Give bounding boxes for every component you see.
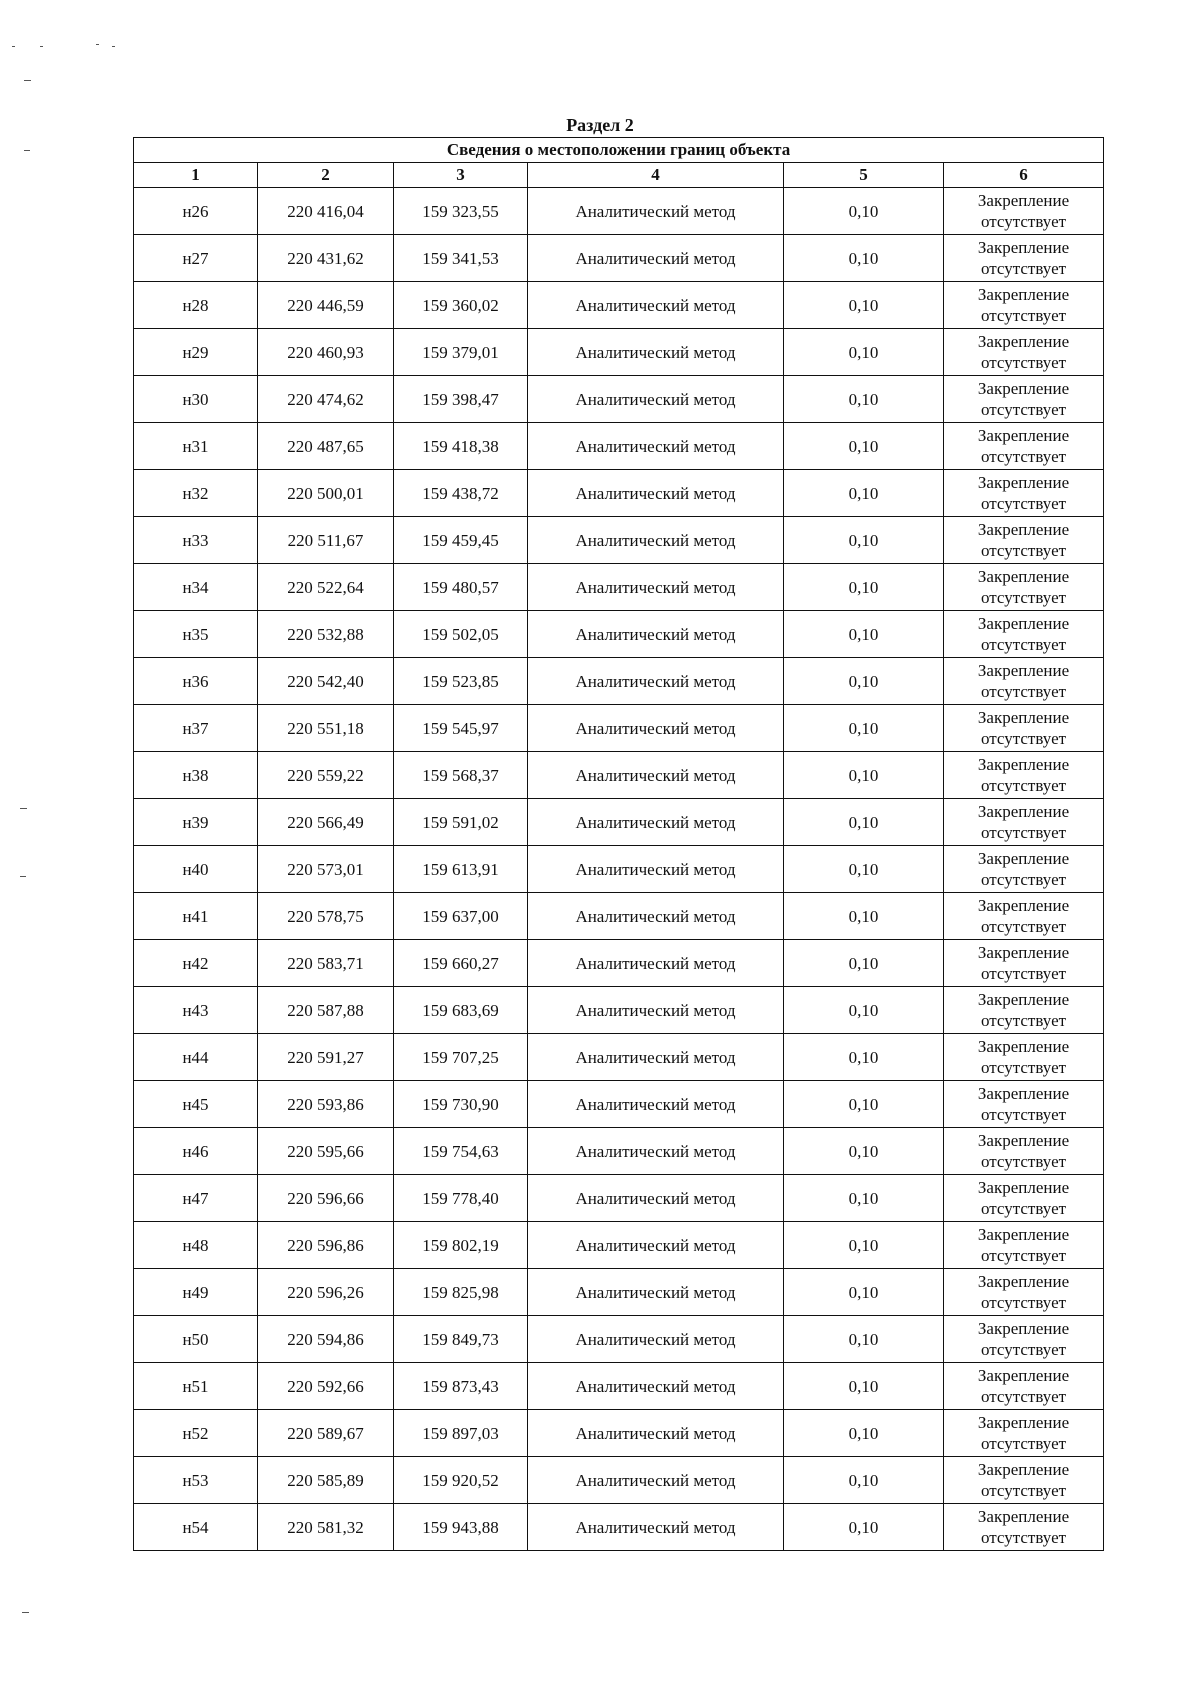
fixation-line: отсутствует (981, 870, 1067, 889)
table-row (134, 329, 1104, 376)
y-coordinate-cell: 159 523,85 (394, 658, 528, 705)
fixation-line: Закрепление (977, 1178, 1070, 1197)
fixation-cell (944, 423, 1104, 470)
accuracy-cell: 0,10 (784, 282, 944, 329)
method-cell: Аналитический метод (528, 282, 784, 329)
table-caption: Сведения о местоположении границ объекта (134, 138, 1104, 163)
method-cell: Аналитический метод (528, 1175, 784, 1222)
scan-mark (20, 876, 26, 877)
method-cell: Аналитический метод (528, 1034, 784, 1081)
fixation-line: Закрепление (977, 1413, 1070, 1432)
accuracy-cell: 0,10 (784, 799, 944, 846)
column-header: 5 (784, 163, 944, 188)
method-cell: Аналитический метод (528, 752, 784, 799)
point-id-cell: н26 (134, 188, 258, 235)
accuracy-cell: 0,10 (784, 376, 944, 423)
coordinates-table (133, 137, 1104, 1551)
x-coordinate-cell: 220 500,01 (258, 470, 394, 517)
x-coordinate-cell: 220 595,66 (258, 1128, 394, 1175)
y-coordinate-cell: 159 323,55 (394, 188, 528, 235)
y-coordinate-cell: 159 480,57 (394, 564, 528, 611)
scan-mark (20, 808, 27, 809)
y-coordinate-cell: 159 418,38 (394, 423, 528, 470)
y-coordinate-cell: 159 360,02 (394, 282, 528, 329)
accuracy-cell: 0,10 (784, 940, 944, 987)
fixation-line: отсутствует (981, 1105, 1067, 1124)
method-cell: Аналитический метод (528, 658, 784, 705)
point-id-cell: н29 (134, 329, 258, 376)
method-cell: Аналитический метод (528, 1128, 784, 1175)
accuracy-cell: 0,10 (784, 1034, 944, 1081)
fixation-line: отсутствует (981, 964, 1067, 983)
fixation-cell (944, 517, 1104, 564)
x-coordinate-cell: 220 596,66 (258, 1175, 394, 1222)
table-row (134, 564, 1104, 611)
x-coordinate-cell: 220 591,27 (258, 1034, 394, 1081)
table-row (134, 517, 1104, 564)
method-cell: Аналитический метод (528, 987, 784, 1034)
y-coordinate-cell: 159 754,63 (394, 1128, 528, 1175)
section-title: Раздел 2 (566, 115, 634, 135)
point-id-cell: н36 (134, 658, 258, 705)
fixation-line: Закрепление (977, 661, 1070, 680)
fixation-line: Закрепление (977, 1319, 1070, 1338)
point-id-cell: н48 (134, 1222, 258, 1269)
fixation-cell (944, 1128, 1104, 1175)
fixation-cell (944, 1457, 1104, 1504)
method-cell: Аналитический метод (528, 705, 784, 752)
y-coordinate-cell: 159 502,05 (394, 611, 528, 658)
fixation-cell (944, 658, 1104, 705)
fixation-cell (944, 1175, 1104, 1222)
fixation-cell (944, 1034, 1104, 1081)
point-id-cell: н54 (134, 1504, 258, 1551)
y-coordinate-cell: 159 637,00 (394, 893, 528, 940)
table-row (134, 1034, 1104, 1081)
table-row (134, 705, 1104, 752)
x-coordinate-cell: 220 594,86 (258, 1316, 394, 1363)
fixation-line: Закрепление (977, 473, 1070, 492)
column-header: 2 (258, 163, 394, 188)
x-coordinate-cell: 220 573,01 (258, 846, 394, 893)
y-coordinate-cell: 159 873,43 (394, 1363, 528, 1410)
fixation-cell (944, 235, 1104, 282)
x-coordinate-cell: 220 596,86 (258, 1222, 394, 1269)
accuracy-cell: 0,10 (784, 752, 944, 799)
accuracy-cell: 0,10 (784, 235, 944, 282)
table-caption-row (134, 138, 1104, 163)
method-cell: Аналитический метод (528, 235, 784, 282)
y-coordinate-cell: 159 438,72 (394, 470, 528, 517)
accuracy-cell: 0,10 (784, 1316, 944, 1363)
y-coordinate-cell: 159 379,01 (394, 329, 528, 376)
scan-mark (112, 46, 115, 47)
accuracy-cell: 0,10 (784, 564, 944, 611)
y-coordinate-cell: 159 825,98 (394, 1269, 528, 1316)
table-row (134, 799, 1104, 846)
x-coordinate-cell: 220 522,64 (258, 564, 394, 611)
point-id-cell: н42 (134, 940, 258, 987)
x-coordinate-cell: 220 532,88 (258, 611, 394, 658)
y-coordinate-cell: 159 920,52 (394, 1457, 528, 1504)
method-cell: Аналитический метод (528, 188, 784, 235)
accuracy-cell: 0,10 (784, 658, 944, 705)
x-coordinate-cell: 220 460,93 (258, 329, 394, 376)
fixation-line: отсутствует (981, 353, 1067, 372)
fixation-line: Закрепление (977, 1366, 1070, 1385)
x-coordinate-cell: 220 431,62 (258, 235, 394, 282)
x-coordinate-cell: 220 583,71 (258, 940, 394, 987)
fixation-cell (944, 564, 1104, 611)
fixation-cell (944, 846, 1104, 893)
fixation-cell (944, 329, 1104, 376)
point-id-cell: н51 (134, 1363, 258, 1410)
scan-mark (40, 46, 43, 47)
accuracy-cell: 0,10 (784, 1128, 944, 1175)
x-coordinate-cell: 220 585,89 (258, 1457, 394, 1504)
method-cell: Аналитический метод (528, 1504, 784, 1551)
fixation-cell (944, 893, 1104, 940)
x-coordinate-cell: 220 592,66 (258, 1363, 394, 1410)
y-coordinate-cell: 159 707,25 (394, 1034, 528, 1081)
fixation-line: отсутствует (981, 635, 1067, 654)
fixation-line: отсутствует (981, 917, 1067, 936)
fixation-line: отсутствует (981, 400, 1067, 419)
fixation-line: отсутствует (981, 541, 1067, 560)
table-row (134, 1504, 1104, 1551)
fixation-line: отсутствует (981, 1011, 1067, 1030)
fixation-cell (944, 1504, 1104, 1551)
x-coordinate-cell: 220 578,75 (258, 893, 394, 940)
x-coordinate-cell: 220 566,49 (258, 799, 394, 846)
y-coordinate-cell: 159 459,45 (394, 517, 528, 564)
table-row (134, 376, 1104, 423)
fixation-line: отсутствует (981, 1152, 1067, 1171)
y-coordinate-cell: 159 683,69 (394, 987, 528, 1034)
scan-mark (24, 80, 31, 81)
method-cell: Аналитический метод (528, 376, 784, 423)
point-id-cell: н47 (134, 1175, 258, 1222)
fixation-line: отсутствует (981, 1058, 1067, 1077)
method-cell: Аналитический метод (528, 1269, 784, 1316)
accuracy-cell: 0,10 (784, 1410, 944, 1457)
fixation-line: Закрепление (977, 1131, 1070, 1150)
fixation-line: Закрепление (977, 802, 1070, 821)
table-body (134, 188, 1104, 1551)
fixation-line: Закрепление (977, 943, 1070, 962)
fixation-line: отсутствует (981, 1481, 1067, 1500)
fixation-line: отсутствует (981, 447, 1067, 466)
point-id-cell: н32 (134, 470, 258, 517)
fixation-line: Закрепление (977, 1225, 1070, 1244)
y-coordinate-cell: 159 849,73 (394, 1316, 528, 1363)
fixation-cell (944, 705, 1104, 752)
accuracy-cell: 0,10 (784, 1504, 944, 1551)
x-coordinate-cell: 220 596,26 (258, 1269, 394, 1316)
fixation-line: Закрепление (977, 285, 1070, 304)
table-row (134, 235, 1104, 282)
fixation-line: отсутствует (981, 1387, 1067, 1406)
fixation-cell (944, 1363, 1104, 1410)
method-cell: Аналитический метод (528, 940, 784, 987)
table-row (134, 282, 1104, 329)
accuracy-cell: 0,10 (784, 188, 944, 235)
fixation-cell (944, 799, 1104, 846)
point-id-cell: н27 (134, 235, 258, 282)
fixation-cell (944, 470, 1104, 517)
point-id-cell: н40 (134, 846, 258, 893)
accuracy-cell: 0,10 (784, 705, 944, 752)
table-row (134, 893, 1104, 940)
x-coordinate-cell: 220 589,67 (258, 1410, 394, 1457)
method-cell: Аналитический метод (528, 1410, 784, 1457)
x-coordinate-cell: 220 487,65 (258, 423, 394, 470)
accuracy-cell: 0,10 (784, 1457, 944, 1504)
point-id-cell: н35 (134, 611, 258, 658)
fixation-line: Закрепление (977, 520, 1070, 539)
accuracy-cell: 0,10 (784, 1175, 944, 1222)
fixation-cell (944, 1316, 1104, 1363)
table-header-row (134, 163, 1104, 188)
accuracy-cell: 0,10 (784, 987, 944, 1034)
y-coordinate-cell: 159 613,91 (394, 846, 528, 893)
accuracy-cell: 0,10 (784, 893, 944, 940)
fixation-line: отсутствует (981, 259, 1067, 278)
y-coordinate-cell: 159 730,90 (394, 1081, 528, 1128)
scan-mark (96, 44, 99, 45)
x-coordinate-cell: 220 581,32 (258, 1504, 394, 1551)
fixation-cell (944, 376, 1104, 423)
x-coordinate-cell: 220 551,18 (258, 705, 394, 752)
method-cell: Аналитический метод (528, 1222, 784, 1269)
y-coordinate-cell: 159 778,40 (394, 1175, 528, 1222)
table-row (134, 987, 1104, 1034)
method-cell: Аналитический метод (528, 517, 784, 564)
fixation-cell (944, 1269, 1104, 1316)
table-row (134, 1363, 1104, 1410)
method-cell: Аналитический метод (528, 799, 784, 846)
accuracy-cell: 0,10 (784, 329, 944, 376)
point-id-cell: н50 (134, 1316, 258, 1363)
point-id-cell: н45 (134, 1081, 258, 1128)
table-row (134, 1222, 1104, 1269)
point-id-cell: н34 (134, 564, 258, 611)
fixation-line: Закрепление (977, 1037, 1070, 1056)
method-cell: Аналитический метод (528, 1316, 784, 1363)
fixation-line: отсутствует (981, 588, 1067, 607)
point-id-cell: н38 (134, 752, 258, 799)
fixation-line: отсутствует (981, 1246, 1067, 1265)
y-coordinate-cell: 159 660,27 (394, 940, 528, 987)
table-row (134, 752, 1104, 799)
point-id-cell: н28 (134, 282, 258, 329)
fixation-line: отсутствует (981, 1528, 1067, 1547)
fixation-line: Закрепление (977, 426, 1070, 445)
fixation-line: отсутствует (981, 776, 1067, 795)
fixation-line: отсутствует (981, 823, 1067, 842)
point-id-cell: н30 (134, 376, 258, 423)
fixation-cell (944, 987, 1104, 1034)
fixation-cell (944, 1410, 1104, 1457)
method-cell: Аналитический метод (528, 611, 784, 658)
method-cell: Аналитический метод (528, 470, 784, 517)
method-cell: Аналитический метод (528, 846, 784, 893)
fixation-line: Закрепление (977, 1507, 1070, 1526)
fixation-line: Закрепление (977, 849, 1070, 868)
fixation-line: Закрепление (977, 1460, 1070, 1479)
fixation-cell (944, 188, 1104, 235)
x-coordinate-cell: 220 587,88 (258, 987, 394, 1034)
point-id-cell: н46 (134, 1128, 258, 1175)
point-id-cell: н52 (134, 1410, 258, 1457)
table-row (134, 611, 1104, 658)
accuracy-cell: 0,10 (784, 1363, 944, 1410)
fixation-line: отсутствует (981, 682, 1067, 701)
point-id-cell: н44 (134, 1034, 258, 1081)
accuracy-cell: 0,10 (784, 423, 944, 470)
accuracy-cell: 0,10 (784, 846, 944, 893)
x-coordinate-cell: 220 559,22 (258, 752, 394, 799)
method-cell: Аналитический метод (528, 1363, 784, 1410)
scan-mark (22, 1612, 29, 1613)
fixation-line: отсутствует (981, 306, 1067, 325)
fixation-line: Закрепление (977, 1272, 1070, 1291)
method-cell: Аналитический метод (528, 1457, 784, 1504)
accuracy-cell: 0,10 (784, 1222, 944, 1269)
accuracy-cell: 0,10 (784, 611, 944, 658)
fixation-line: Закрепление (977, 755, 1070, 774)
table-row (134, 1081, 1104, 1128)
y-coordinate-cell: 159 802,19 (394, 1222, 528, 1269)
point-id-cell: н33 (134, 517, 258, 564)
fixation-cell (944, 940, 1104, 987)
fixation-line: Закрепление (977, 990, 1070, 1009)
point-id-cell: н43 (134, 987, 258, 1034)
method-cell: Аналитический метод (528, 1081, 784, 1128)
accuracy-cell: 0,10 (784, 1081, 944, 1128)
table-row (134, 1316, 1104, 1363)
fixation-cell (944, 611, 1104, 658)
x-coordinate-cell: 220 511,67 (258, 517, 394, 564)
fixation-cell (944, 1081, 1104, 1128)
fixation-cell (944, 752, 1104, 799)
table-row (134, 1175, 1104, 1222)
column-header: 4 (528, 163, 784, 188)
x-coordinate-cell: 220 542,40 (258, 658, 394, 705)
method-cell: Аналитический метод (528, 329, 784, 376)
table-row (134, 1269, 1104, 1316)
column-header: 6 (944, 163, 1104, 188)
point-id-cell: н53 (134, 1457, 258, 1504)
point-id-cell: н39 (134, 799, 258, 846)
point-id-cell: н49 (134, 1269, 258, 1316)
point-id-cell: н41 (134, 893, 258, 940)
y-coordinate-cell: 159 568,37 (394, 752, 528, 799)
x-coordinate-cell: 220 416,04 (258, 188, 394, 235)
fixation-line: Закрепление (977, 332, 1070, 351)
fixation-line: Закрепление (977, 614, 1070, 633)
y-coordinate-cell: 159 545,97 (394, 705, 528, 752)
method-cell: Аналитический метод (528, 893, 784, 940)
table-row (134, 1128, 1104, 1175)
table-row (134, 188, 1104, 235)
fixation-line: отсутствует (981, 1434, 1067, 1453)
fixation-line: отсутствует (981, 1199, 1067, 1218)
x-coordinate-cell: 220 446,59 (258, 282, 394, 329)
fixation-line: Закрепление (977, 379, 1070, 398)
fixation-cell (944, 1222, 1104, 1269)
fixation-line: отсутствует (981, 1293, 1067, 1312)
table-row (134, 423, 1104, 470)
fixation-line: Закрепление (977, 708, 1070, 727)
table-row (134, 1457, 1104, 1504)
scan-mark (24, 150, 30, 151)
y-coordinate-cell: 159 943,88 (394, 1504, 528, 1551)
fixation-cell (944, 282, 1104, 329)
fixation-line: отсутствует (981, 1340, 1067, 1359)
table-row (134, 658, 1104, 705)
y-coordinate-cell: 159 897,03 (394, 1410, 528, 1457)
column-header: 3 (394, 163, 528, 188)
table-row (134, 1410, 1104, 1457)
x-coordinate-cell: 220 593,86 (258, 1081, 394, 1128)
table-row (134, 846, 1104, 893)
scan-mark (12, 46, 15, 47)
x-coordinate-cell: 220 474,62 (258, 376, 394, 423)
fixation-line: отсутствует (981, 729, 1067, 748)
y-coordinate-cell: 159 398,47 (394, 376, 528, 423)
accuracy-cell: 0,10 (784, 1269, 944, 1316)
point-id-cell: н37 (134, 705, 258, 752)
fixation-line: отсутствует (981, 212, 1067, 231)
fixation-line: Закрепление (977, 238, 1070, 257)
fixation-line: отсутствует (981, 494, 1067, 513)
y-coordinate-cell: 159 591,02 (394, 799, 528, 846)
fixation-line: Закрепление (977, 1084, 1070, 1103)
point-id-cell: н31 (134, 423, 258, 470)
method-cell: Аналитический метод (528, 564, 784, 611)
fixation-line: Закрепление (977, 896, 1070, 915)
fixation-line: Закрепление (977, 191, 1070, 210)
column-header: 1 (134, 163, 258, 188)
table-row (134, 940, 1104, 987)
fixation-line: Закрепление (977, 567, 1070, 586)
y-coordinate-cell: 159 341,53 (394, 235, 528, 282)
accuracy-cell: 0,10 (784, 517, 944, 564)
method-cell: Аналитический метод (528, 423, 784, 470)
accuracy-cell: 0,10 (784, 470, 944, 517)
table-row (134, 470, 1104, 517)
